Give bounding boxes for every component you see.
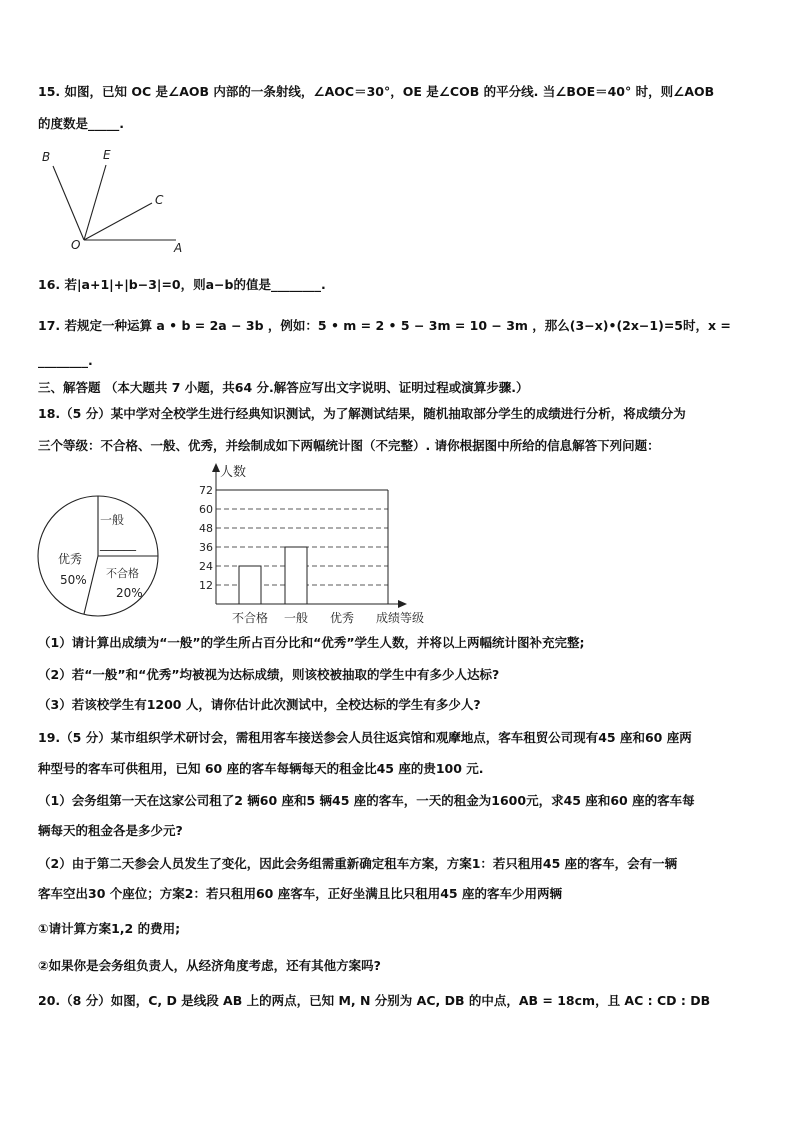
- bar: [239, 566, 261, 604]
- q18-sub3: （3）若该校学生有1200 人，请你估计此次测试中，全校达标的学生有多少人?: [38, 697, 481, 712]
- bar-chart: [192, 460, 442, 630]
- q19-sub1-line1: （1）会务组第一天在这家公司租了2 辆60 座和5 辆45 座的客车，一天的租金为1600元，求45 座和60 座的客车每: [38, 793, 695, 808]
- y-axis-arrow: [212, 463, 220, 472]
- pie-value-general: ______: [100, 537, 136, 551]
- label-o: O: [71, 238, 81, 252]
- pie-value-fail: 20%: [116, 586, 143, 600]
- q20-line1: 20.（8 分）如图，C, D 是线段 AB 上的两点，已知 M, N 分别为 AC, DB 的中点，AB = 18cm，且 AC : CD : DB: [38, 993, 711, 1008]
- y-tick-label: 24: [199, 560, 213, 573]
- ray-oc: [84, 203, 152, 240]
- label-c: C: [155, 193, 164, 207]
- label-e: E: [103, 148, 111, 162]
- x-category-label: 优秀: [329, 611, 355, 625]
- q17-line2: ________.: [38, 353, 93, 368]
- q17-line1: 17. 若规定一种运算 a • b = 2a − 3b ，例如：5 • m = 2 • 5 − 3m = 10 − 3m ，那么(3−x)•(2x−1)=5时，x =: [38, 318, 731, 333]
- pie-chart: [36, 493, 166, 623]
- q19-item-2: ②如果你是会务组负责人，从经济角度考虑，还有其他方案吗?: [38, 958, 381, 973]
- pie-label-excellent: 优秀: [58, 552, 83, 566]
- q18-sub1: （1）请计算出成绩为“一般”的学生所占百分比和“优秀”学生人数，并将以上两幅统计图补充完整;: [38, 635, 585, 650]
- q16-line: 16. 若|a+1|+|b−3|=0，则a−b的值是________.: [38, 277, 326, 292]
- q15-line2: 的度数是_____.: [38, 116, 124, 131]
- angle-figure: [36, 143, 196, 255]
- bar: [285, 547, 307, 604]
- pie-label-general: 一般: [100, 513, 125, 527]
- section-3-header: 三、解答题 （本大题共 7 小题，共64 分.解答应写出文字说明、证明过程或演算步骤.）: [38, 380, 529, 395]
- y-tick-label: 60: [199, 503, 213, 516]
- ray-oe: [84, 165, 106, 240]
- y-tick-label: 48: [199, 522, 213, 535]
- pie-value-excellent: 50%: [60, 573, 87, 587]
- x-category-label: 一般: [283, 611, 309, 625]
- q18-line2: 三个等级：不合格、一般、优秀，并绘制成如下两幅统计图（不完整）. 请你根据图中所给的信息解答下列问题：: [38, 438, 660, 453]
- bar-chart-y-ticks: [199, 484, 213, 592]
- bar-chart-x-categories: [232, 610, 354, 625]
- q18-sub2: （2）若“一般”和“优秀”均被视为达标成绩，则该校被抽取的学生中有多少人达标?: [38, 667, 500, 682]
- x-axis-label: 成绩等级: [376, 611, 425, 625]
- x-axis-arrow: [398, 600, 407, 608]
- q19-sub2-line1: （2）由于第二天参会人员发生了变化，因此会务组需重新确定租车方案，方案1：若只租用45 座的客车，会有一辆: [38, 856, 678, 871]
- y-tick-label: 12: [199, 579, 213, 592]
- q19-item-1: ①请计算方案1,2 的费用;: [38, 921, 181, 936]
- bar-chart-bars: [239, 547, 307, 604]
- label-b: B: [42, 150, 51, 164]
- y-tick-label: 36: [199, 541, 213, 554]
- ray-ob: [53, 166, 84, 240]
- x-category-label: 不合格: [231, 611, 269, 625]
- q19-sub1-line2: 辆每天的租金各是多少元?: [38, 823, 183, 838]
- label-a: A: [174, 241, 183, 255]
- q15-line1: 15. 如图，已知 OC 是∠AOB 内部的一条射线，∠AOC＝30°，OE 是∠COB 的平分线. 当∠BOE＝40° 时，则∠AOB: [38, 84, 715, 99]
- q19-line1: 19.（5 分）某市组织学术研讨会，需租用客车接送参会人员往返宾馆和观摩地点，客车租贸公司现有45 座和60 座两: [38, 730, 692, 745]
- pie-label-fail: 不合格: [106, 567, 139, 580]
- y-tick-label: 72: [199, 484, 213, 497]
- q18-line1: 18.（5 分）某中学对全校学生进行经典知识测试，为了解测试结果，随机抽取部分学生的成绩进行分析，将成绩分为: [38, 406, 686, 421]
- y-axis-label: 人数: [220, 465, 247, 480]
- q19-line2: 种型号的客车可供租用，已知 60 座的客车每辆每天的租金比45 座的贵100 元.: [38, 761, 484, 776]
- q19-sub2-line2: 客车空出30 个座位；方案2：若只租用60 座客车，正好坐满且比只租用45 座的客车少用两辆: [38, 886, 562, 901]
